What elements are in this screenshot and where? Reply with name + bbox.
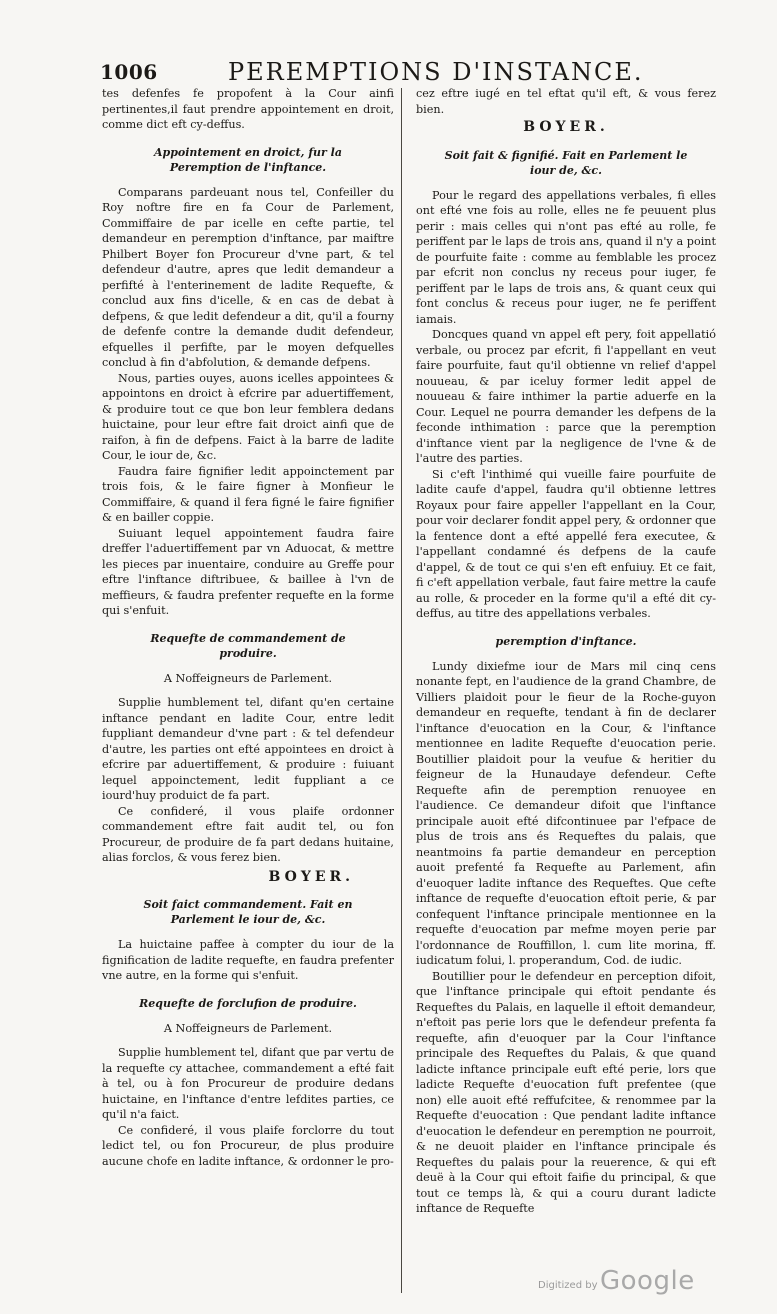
running-title: PEREMPTIONS D'INSTANCE. [228,58,644,86]
page-number: 1006 [100,60,158,84]
paragraph: Nous, parties ouyes, auons icelles appointees & appointons en droict à efcrire par aduertiffement, & produire tout ce que bon leur femblera dedans huictaine, pour leur eftre fait droict ainfi que de raifon, à fin de defpens. Faict à la barre de ladite Cour, le iour de, &c. [102,371,394,462]
column-divider [401,88,402,1293]
section-heading: Requefte de forclufion de produire. [139,996,357,1010]
section-heading: Requefte de commandement de produire. [150,631,346,660]
paragraph: Ce confideré, il vous plaife forclorre du tout ledict tel, ou fon Procureur, de plus produire aucune chofe en ladite inftance, & ordonner le pro- [102,1123,394,1168]
paragraph: Supplie humblement tel, difant qu'en certaine inftance pendant en ladite Cour, entre ledit fuppliant demandeur d'vne part : & tel defendeur d'autre, les parties ont efté appointees en droict à efcrire par aduertiffement, & produire : fuiuant lequel appoinctement, ledit fuppliant a ce iourd'huy produict de fa part. [102,696,394,802]
paragraph: Ce confideré, il vous plaife ordonner commandement eftre fait audit tel, ou fon Procureur, de produire de fa part dedans huitaine, alias forclos, & vous ferez bien. [102,804,394,864]
left-column [102,86,394,1169]
watermark-prefix: Digitized by [538,1280,598,1291]
right-column [416,86,716,1217]
digitization-watermark [538,1266,718,1298]
section-heading: Soit faict commandement. Fait en Parlement le iour de, &c. [143,898,353,926]
paragraph: Suiuant lequel appointement faudra faire dreffer l'aduertiffement par vn Aduocat, & mettre les pieces par inuentaire, conduire au Greffe pour eftre l'inftance diftribuee, & baillee à l'vn de meffieurs, & faudra prefenter requefte en la forme qui s'enfuit. [102,526,394,617]
signature: BOYER. [523,119,609,135]
address-line: A Noffeigneurs de Parlement. [163,1021,333,1035]
paragraph: Doncques quand vn appel eft pery, foit appellatió verbale, ou procez par efcrit, fi l'appellant en veut faire pourfuite, faut qu'il obtienne vn relief d'appel nouueau, & par iceluy former ledit appel de nouueau & faire inthimer la partie aduerfe en la Cour. Lequel ne pourra demander les defpens de la feconde inthimation : parce que la peremption d'inftance vient par la negligence de l'vne & de l'autre des parties. [416,328,716,465]
paragraph: Faudra faire fignifier ledit appoinctement par trois fois, & le faire figner à Monfieur le Commiffaire, & quand il fera figné le faire fignifier & en bailler coppie. [102,464,394,524]
signature: BOYER. [268,868,354,885]
paragraph: Pour le regard des appellations verbales, fi elles ont efté vne fois au rolle, elles ne fe peuuent plus perir : mais celles qui n'ont pas efté au rolle, fe periffent par le laps de trois ans, quand il n'y a point de pourfuite faite : comme au femblable les procez par efcrit non conclus ny receus pour iuger, fe periffent par le laps de trois ans, & quant ceux qui font conclus & receus pour iuger, ne fe periffent iamais. [416,188,716,326]
paragraph: cez eftre iugé en tel eftat qu'il eft, & vous ferez bien. [416,87,716,116]
section-heading: peremption d'inftance. [495,634,637,648]
paragraph: tes defenfes fe propofent à la Cour ainfi pertinentes,il faut prendre appointement en droit, comme dict eft cy-deffus. [102,87,394,131]
address-line: A Noffeigneurs de Parlement. [163,671,333,685]
section-heading: Soit fait & fignifié. Fait en Parlement le iour de, &c. [444,148,688,177]
page-header [100,58,730,86]
paragraph: Boutillier pour le defendeur en perception difoit, que l'inftance principale qui eftoit pendante és Requeftes du Palais, en laquelle il eftoit demandeur, n'eftoit pas perie lors que le defendeur prefenta fa requefte, afin d'euoquer par la Cour l'inftance principale des Requeftes du Palais, & que quand ladicte inftance principale euft efté perie, lors que ladicte Requefte d'euocation fuft prefentee (que non) elle auoit efté reffufcitee, & renommee par la Requefte d'euocation : Que pendant ladite inftance d'euocation le defendeur en peremption ne pourroit, & ne deuoit plaider en l'inftance principale és Requeftes du palais pour la reuerence, & qui eft deuë à la Cour qui eftoit faifie du principal, & que tout ce temps là, & qui a couru durant ladicte inftance de Requefte [416,969,716,1215]
paragraph: Lundy dixiefme iour de Mars mil cinq cens nonante fept, en l'audience de la grand Chambre, de Villiers plaidoit pour le fieur de la Roche-guyon demandeur en requefte, tendant à fin de declarer l'inftance d'euocation en la Cour, & l'inftance mentionnee en ladite Requefte d'euocation perie. Boutillier plaidoit pour la veufue & heritier du feigneur de la Hunaudaye defendeur. Cefte Requefte afin de peremption renuoyee en l'audience. Ce demandeur difoit que l'inftance principale auoit efté difcontinuee par l'efpace de plus de trois ans és Requeftes du palais, que neantmoins fa partie demandeur en perception auoit prefenté fa Requefte au Parlement, afin d'euoquer ladite inftance des Requeftes. Que cefte inftance de requefte d'euocation eftoit perie, & par confequent l'inftance principale mentionnee en la requefte d'euocation par mefme moyen perie par l'ordonnance de Rouffillon, l. cum lite morina, ff. iudicatum folui, l. properandum, Cod. de iudic. [416,659,716,967]
google-logo: Google [600,1266,695,1296]
paragraph: Comparans pardeuant nous tel, Confeiller du Roy noftre fire en fa Cour de Parlement, Commiffaire de par icelle en cefte partie, tel demandeur en peremption d'inftance, par maiftre Philbert Boyer fon Procureur d'vne part, & tel defendeur d'autre, apres que ledit demandeur a perfifté à l'enterinement de ladite Requefte, & conclud aux fins d'icelle, & en cas de debat à defpens, & que ledit defendeur a dit, qu'il a fourny de defenfe contre la demande dudit defendeur, efquelles il perfifte, par le moyen defquelles conclud à fin d'abfolution, & demande defpens. [102,185,394,369]
paragraph: La huictaine paffee à compter du iour de la fignification de ladite requefte, en faudra prefenter vne autre, en la forme qui s'enfuit. [102,938,394,982]
paragraph: Si c'eft l'inthimé qui vueille faire pourfuite de ladite caufe d'appel, faudra qu'il obtienne lettres Royaux pour faire appeller l'appellant en la Cour, pour voir declarer fondit appel pery, & ordonner que la fentence dont a efté appellé fera executee, & l'appellant condamné és defpens de la caufe d'appel, & de tout ce qui s'en eft enfuiuy. Et ce fait, fi c'eft appellation verbale, faut faire mettre la caufe au rolle, & proceder en la forme qu'il a efté dit cy-deffus, au titre des appellations verbales. [416,467,716,620]
paragraph: Supplie humblement tel, difant que par vertu de la requefte cy attachee, commandement a efté fait à tel, ou à fon Procureur de produire dedans huictaine, en l'inftance d'entre lefdites parties, ce qu'il n'a faict. [102,1046,394,1121]
section-heading: Appointement en droict, fur la Peremption de l'inftance. [154,145,342,174]
